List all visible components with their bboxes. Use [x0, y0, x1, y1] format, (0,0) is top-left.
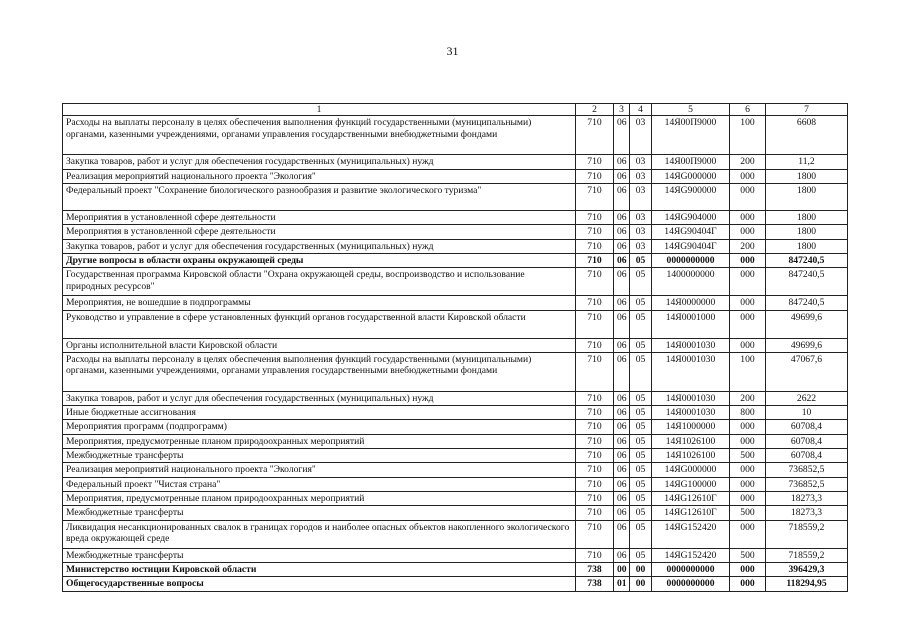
amount-cell: 718559,2 — [766, 548, 848, 562]
subsection-code-cell: 05 — [630, 296, 652, 310]
row-name-cell: Общегосударственные вопросы — [63, 577, 576, 591]
subsection-code-cell: 03 — [630, 210, 652, 224]
target-article-code-cell: 0000000000 — [652, 253, 730, 267]
table-row — [63, 296, 848, 310]
expense-type-code-cell: 000 — [730, 434, 766, 448]
chapter-code-cell: 01 — [614, 577, 630, 591]
chapter-code-cell: 06 — [614, 155, 630, 169]
chapter-code-cell: 06 — [614, 310, 630, 338]
row-name-cell: Мероприятия в установленной сфере деятельности — [63, 225, 576, 239]
subsection-code-cell: 05 — [630, 477, 652, 491]
amount-cell: 49699,6 — [766, 310, 848, 338]
target-article-code-cell: 14ЯG100000 — [652, 477, 730, 491]
table-row — [63, 562, 848, 576]
target-article-code-cell: 0000000000 — [652, 562, 730, 576]
header-cell: 4 — [630, 104, 652, 116]
chapter-code-cell: 06 — [614, 210, 630, 224]
table-row — [63, 253, 848, 267]
expense-type-code-cell: 000 — [730, 225, 766, 239]
row-name-cell: Органы исполнительной власти Кировской области — [63, 338, 576, 352]
amount-cell: 1800 — [766, 225, 848, 239]
subsection-code-cell: 05 — [630, 463, 652, 477]
subsection-code-cell: 00 — [630, 577, 652, 591]
table-row — [63, 449, 848, 463]
target-article-code-cell: 14ЯG90404Г — [652, 225, 730, 239]
expense-type-code-cell: 000 — [730, 562, 766, 576]
budget-table — [62, 103, 848, 592]
table-row — [63, 225, 848, 239]
section-code-cell: 710 — [576, 310, 614, 338]
table-row — [63, 310, 848, 338]
expense-type-code-cell: 100 — [730, 116, 766, 155]
row-name-cell: Государственная программа Кировской области "Охрана окружающей среды, воспроизводство и использование природных ресурсов" — [63, 268, 576, 296]
row-name-cell: Федеральный проект "Чистая страна" — [63, 477, 576, 491]
subsection-code-cell: 05 — [630, 420, 652, 434]
target-article-code-cell: 14ЯG12610Г — [652, 492, 730, 506]
expense-type-code-cell: 200 — [730, 391, 766, 405]
subsection-code-cell: 05 — [630, 253, 652, 267]
header-cell: 1 — [63, 104, 576, 116]
amount-cell: 847240,5 — [766, 296, 848, 310]
expense-type-code-cell: 000 — [730, 210, 766, 224]
chapter-code-cell: 06 — [614, 253, 630, 267]
target-article-code-cell: 14ЯG152420 — [652, 548, 730, 562]
amount-cell: 847240,5 — [766, 253, 848, 267]
section-code-cell: 710 — [576, 406, 614, 420]
section-code-cell: 710 — [576, 239, 614, 253]
row-name-cell: Мероприятия, не вошедшие в подпрограммы — [63, 296, 576, 310]
amount-cell: 10 — [766, 406, 848, 420]
target-article-code-cell: 14Я1026100 — [652, 434, 730, 448]
expense-type-code-cell: 000 — [730, 338, 766, 352]
target-article-code-cell: 14ЯG90404Г — [652, 239, 730, 253]
header-cell: 3 — [614, 104, 630, 116]
header-cell: 2 — [576, 104, 614, 116]
header-cell: 6 — [730, 104, 766, 116]
amount-cell: 6608 — [766, 116, 848, 155]
table-row — [63, 338, 848, 352]
section-code-cell: 738 — [576, 562, 614, 576]
target-article-code-cell: 1400000000 — [652, 268, 730, 296]
section-code-cell: 710 — [576, 492, 614, 506]
row-name-cell: Мероприятия в установленной сфере деятельности — [63, 210, 576, 224]
table-row — [63, 155, 848, 169]
chapter-code-cell: 06 — [614, 183, 630, 210]
section-code-cell: 710 — [576, 548, 614, 562]
section-code-cell: 710 — [576, 253, 614, 267]
section-code-cell: 710 — [576, 352, 614, 391]
amount-cell: 736852,5 — [766, 477, 848, 491]
target-article-code-cell: 14Я0001000 — [652, 310, 730, 338]
subsection-code-cell: 00 — [630, 562, 652, 576]
row-name-cell: Закупка товаров, работ и услуг для обеспечения государственных (муниципальных) нужд — [63, 155, 576, 169]
chapter-code-cell: 06 — [614, 268, 630, 296]
section-code-cell: 710 — [576, 183, 614, 210]
amount-cell: 18273,3 — [766, 506, 848, 520]
table-row — [63, 520, 848, 548]
target-article-code-cell: 14ЯG000000 — [652, 169, 730, 183]
chapter-code-cell: 06 — [614, 352, 630, 391]
row-name-cell: Мероприятия программ (подпрограмм) — [63, 420, 576, 434]
header-cell: 5 — [652, 104, 730, 116]
chapter-code-cell: 06 — [614, 492, 630, 506]
amount-cell: 396429,3 — [766, 562, 848, 576]
section-code-cell: 710 — [576, 338, 614, 352]
expense-type-code-cell: 000 — [730, 420, 766, 434]
section-code-cell: 710 — [576, 268, 614, 296]
amount-cell: 1800 — [766, 239, 848, 253]
table-row — [63, 420, 848, 434]
table-row — [63, 406, 848, 420]
section-code-cell: 738 — [576, 577, 614, 591]
expense-type-code-cell: 000 — [730, 463, 766, 477]
chapter-code-cell: 06 — [614, 239, 630, 253]
section-code-cell: 710 — [576, 169, 614, 183]
table-row — [63, 210, 848, 224]
subsection-code-cell: 05 — [630, 548, 652, 562]
row-name-cell: Мероприятия, предусмотренные планом природоохранных мероприятий — [63, 434, 576, 448]
amount-cell: 1800 — [766, 210, 848, 224]
subsection-code-cell: 03 — [630, 239, 652, 253]
section-code-cell: 710 — [576, 506, 614, 520]
expense-type-code-cell: 000 — [730, 310, 766, 338]
target-article-code-cell: 14ЯG000000 — [652, 463, 730, 477]
section-code-cell: 710 — [576, 225, 614, 239]
subsection-code-cell: 03 — [630, 169, 652, 183]
amount-cell: 2622 — [766, 391, 848, 405]
amount-cell: 718559,2 — [766, 520, 848, 548]
subsection-code-cell: 05 — [630, 338, 652, 352]
target-article-code-cell: 0000000000 — [652, 577, 730, 591]
amount-cell: 49699,6 — [766, 338, 848, 352]
section-code-cell: 710 — [576, 520, 614, 548]
subsection-code-cell: 05 — [630, 268, 652, 296]
section-code-cell: 710 — [576, 449, 614, 463]
table-row — [63, 463, 848, 477]
subsection-code-cell: 03 — [630, 183, 652, 210]
subsection-code-cell: 03 — [630, 225, 652, 239]
section-code-cell: 710 — [576, 116, 614, 155]
section-code-cell: 710 — [576, 434, 614, 448]
amount-cell: 11,2 — [766, 155, 848, 169]
target-article-code-cell: 14Я0000000 — [652, 296, 730, 310]
subsection-code-cell: 05 — [630, 406, 652, 420]
subsection-code-cell: 05 — [630, 506, 652, 520]
target-article-code-cell: 14ЯG12610Г — [652, 506, 730, 520]
section-code-cell: 710 — [576, 420, 614, 434]
target-article-code-cell: 14Я00П9000 — [652, 116, 730, 155]
target-article-code-cell: 14Я1000000 — [652, 420, 730, 434]
expense-type-code-cell: 500 — [730, 548, 766, 562]
row-name-cell: Другие вопросы в области охраны окружающей среды — [63, 253, 576, 267]
expense-type-code-cell: 000 — [730, 577, 766, 591]
expense-type-code-cell: 000 — [730, 492, 766, 506]
row-name-cell: Межбюджетные трансферты — [63, 449, 576, 463]
amount-cell: 1800 — [766, 183, 848, 210]
table-row — [63, 183, 848, 210]
subsection-code-cell: 05 — [630, 492, 652, 506]
table-row — [63, 506, 848, 520]
subsection-code-cell: 05 — [630, 352, 652, 391]
table-row — [63, 477, 848, 491]
amount-cell: 118294,95 — [766, 577, 848, 591]
amount-cell: 60708,4 — [766, 449, 848, 463]
row-name-cell: Реализация мероприятий национального проекта "Экология" — [63, 463, 576, 477]
chapter-code-cell: 06 — [614, 169, 630, 183]
target-article-code-cell: 14Я00П9000 — [652, 155, 730, 169]
row-name-cell: Федеральный проект "Сохранение биологического разнообразия и развитие экологического туризма" — [63, 183, 576, 210]
target-article-code-cell: 14Я0001030 — [652, 352, 730, 391]
amount-cell: 1800 — [766, 169, 848, 183]
section-code-cell: 710 — [576, 463, 614, 477]
section-code-cell: 710 — [576, 210, 614, 224]
expense-type-code-cell: 000 — [730, 520, 766, 548]
section-code-cell: 710 — [576, 477, 614, 491]
expense-type-code-cell: 000 — [730, 183, 766, 210]
page-number: 31 — [446, 44, 459, 58]
target-article-code-cell: 14Я0001030 — [652, 391, 730, 405]
subsection-code-cell: 05 — [630, 449, 652, 463]
expense-type-code-cell: 500 — [730, 506, 766, 520]
row-name-cell: Руководство и управление в сфере установленных функций органов государственной власти Кировской области — [63, 310, 576, 338]
expense-type-code-cell: 000 — [730, 296, 766, 310]
chapter-code-cell: 06 — [614, 225, 630, 239]
chapter-code-cell: 06 — [614, 449, 630, 463]
chapter-code-cell: 06 — [614, 477, 630, 491]
table-row — [63, 548, 848, 562]
expense-type-code-cell: 500 — [730, 449, 766, 463]
row-name-cell: Иные бюджетные ассигнования — [63, 406, 576, 420]
target-article-code-cell: 14Я0001030 — [652, 338, 730, 352]
row-name-cell: Министерство юстиции Кировской области — [63, 562, 576, 576]
row-name-cell: Межбюджетные трансферты — [63, 548, 576, 562]
chapter-code-cell: 06 — [614, 434, 630, 448]
section-code-cell: 710 — [576, 296, 614, 310]
row-name-cell: Реализация мероприятий национального проекта "Экология" — [63, 169, 576, 183]
chapter-code-cell: 06 — [614, 391, 630, 405]
chapter-code-cell: 06 — [614, 463, 630, 477]
section-code-cell: 710 — [576, 155, 614, 169]
subsection-code-cell: 03 — [630, 155, 652, 169]
row-name-cell: Ликвидация несанкционированных свалок в границах городов и наиболее опасных объектов накопленного экологического вреда окружающей среде — [63, 520, 576, 548]
table-row — [63, 492, 848, 506]
target-article-code-cell: 14ЯG904000 — [652, 210, 730, 224]
row-name-cell: Межбюджетные трансферты — [63, 506, 576, 520]
expense-type-code-cell: 000 — [730, 477, 766, 491]
chapter-code-cell: 06 — [614, 420, 630, 434]
row-name-cell: Закупка товаров, работ и услуг для обеспечения государственных (муниципальных) нужд — [63, 239, 576, 253]
subsection-code-cell: 05 — [630, 434, 652, 448]
chapter-code-cell: 06 — [614, 506, 630, 520]
table-row — [63, 577, 848, 591]
chapter-code-cell: 06 — [614, 520, 630, 548]
row-name-cell: Расходы на выплаты персоналу в целях обеспечения выполнения функций государственными (муниципальными) органами, казенными учреждениями, органами управления государственными внебюджетными фондами — [63, 116, 576, 155]
table-row — [63, 352, 848, 391]
subsection-code-cell: 05 — [630, 520, 652, 548]
table-row — [63, 434, 848, 448]
chapter-code-cell: 06 — [614, 116, 630, 155]
header-cell: 7 — [766, 104, 848, 116]
target-article-code-cell: 14Я1026100 — [652, 449, 730, 463]
amount-cell: 736852,5 — [766, 463, 848, 477]
chapter-code-cell: 06 — [614, 406, 630, 420]
table-row — [63, 116, 848, 155]
amount-cell: 47067,6 — [766, 352, 848, 391]
subsection-code-cell: 03 — [630, 116, 652, 155]
expense-type-code-cell: 200 — [730, 239, 766, 253]
expense-type-code-cell: 000 — [730, 253, 766, 267]
row-name-cell: Закупка товаров, работ и услуг для обеспечения государственных (муниципальных) нужд — [63, 391, 576, 405]
amount-cell: 847240,5 — [766, 268, 848, 296]
expense-type-code-cell: 000 — [730, 169, 766, 183]
chapter-code-cell: 06 — [614, 338, 630, 352]
table-row — [63, 268, 848, 296]
subsection-code-cell: 05 — [630, 310, 652, 338]
row-name-cell: Расходы на выплаты персоналу в целях обеспечения выполнения функций государственными (муниципальными) органами, казенными учреждениями, органами управления государственными внебюджетными фондами — [63, 352, 576, 391]
chapter-code-cell: 06 — [614, 548, 630, 562]
expense-type-code-cell: 000 — [730, 268, 766, 296]
target-article-code-cell: 14Я0001030 — [652, 406, 730, 420]
expense-type-code-cell: 100 — [730, 352, 766, 391]
table-row — [63, 169, 848, 183]
amount-cell: 60708,4 — [766, 420, 848, 434]
target-article-code-cell: 14ЯG900000 — [652, 183, 730, 210]
chapter-code-cell: 06 — [614, 296, 630, 310]
expense-type-code-cell: 200 — [730, 155, 766, 169]
chapter-code-cell: 00 — [614, 562, 630, 576]
table-row — [63, 391, 848, 405]
table-header-row — [63, 104, 848, 116]
section-code-cell: 710 — [576, 391, 614, 405]
amount-cell: 60708,4 — [766, 434, 848, 448]
subsection-code-cell: 05 — [630, 391, 652, 405]
table-row — [63, 239, 848, 253]
amount-cell: 18273,3 — [766, 492, 848, 506]
target-article-code-cell: 14ЯG152420 — [652, 520, 730, 548]
row-name-cell: Мероприятия, предусмотренные планом природоохранных мероприятий — [63, 492, 576, 506]
expense-type-code-cell: 800 — [730, 406, 766, 420]
